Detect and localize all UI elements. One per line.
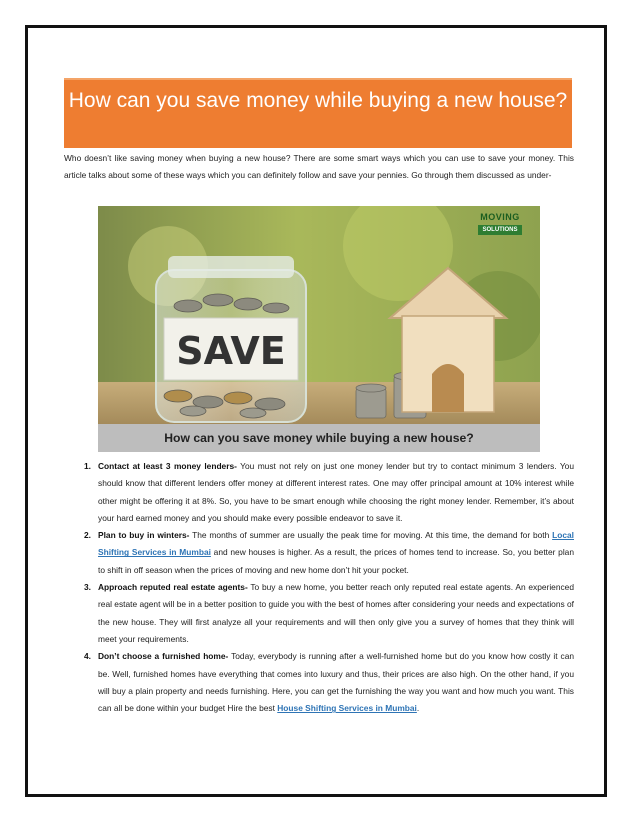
coin-jar <box>156 256 306 422</box>
hero-illustration <box>98 206 540 452</box>
list-heading: Approach reputed real estate agents- <box>98 582 248 593</box>
list-number: 1. <box>84 461 91 471</box>
list-text: and new houses is higher. As a result, the prices of homes tend to increase. So, you better plan to shift in off season when the prices of moving and new home don’t hit your pocket. <box>98 547 574 575</box>
intro-paragraph: Who doesn’t like saving money when buying a new house? There are some smart ways which you can use to save your money. This article talks about some of these ways which you can definitely follow and save your pennies. Go through them discussed as under- <box>64 153 574 180</box>
local-shifting-services-link[interactable]: Local Shifting Services in Mumbai <box>98 530 574 558</box>
list-text: To buy a new home, you better reach only reputed real estate agents. An experienced real estate agent will be in a better position to guide you with the best of homes after considering your needs and expectations of the new house. They will first analyze all your requirements and will then only give you a survey of homes that they think will meet your requirements. <box>98 582 574 644</box>
list-text: You must not rely on just one money lender but try to contact minimum 3 lenders. You should know that different lenders offer money at different interest rates. One may offer principal amount at 10% interest while other might be offering it at 8%. So, you have to be smart enough while choosing the right money lender. Remember, it’s about your hard earned money and you should make every possible endeavor to save it. <box>98 461 574 523</box>
list-heading: Contact at least 3 money lenders- <box>98 461 237 471</box>
house-shifting-services-link[interactable]: House Shifting Services in Mumbai <box>277 703 417 714</box>
jar-label: SAVE <box>176 329 286 373</box>
list-number: 2. <box>84 530 91 541</box>
list-heading: Plan to buy in winters- <box>98 530 190 541</box>
hero-caption: How can you save money while buying a new house? <box>98 424 540 452</box>
list-text: Today, everybody is running after a well-furnished home but do you know how costly it can be. Well, furnished homes have everything that comes into luxury and thus, their prices are also high. On the other hand, if you will buy a plain property and needs furnishing. Here, you can get the furnishing the way you want and how much you want. This can all be done within your budget Hire the best <box>98 651 575 714</box>
page-title: How can you save money while buying a new house? <box>64 78 572 148</box>
tips-list <box>64 458 574 717</box>
list-number: 4. <box>84 651 91 662</box>
list-item <box>64 648 574 717</box>
list-text: The months of summer are usually the peak time for moving. At this time, the demand for both <box>189 530 553 541</box>
list-heading: Don’t choose a furnished home- <box>98 651 229 662</box>
list-item <box>64 527 574 579</box>
hero-image <box>98 206 540 452</box>
moving-solutions-logo <box>466 212 534 235</box>
list-item <box>64 458 574 527</box>
logo-text-bottom: SOLUTIONS <box>478 225 521 235</box>
list-number: 3. <box>84 582 91 593</box>
logo-text-top: MOVING <box>480 212 520 222</box>
list-text: . <box>416 703 420 714</box>
list-item <box>64 579 574 648</box>
